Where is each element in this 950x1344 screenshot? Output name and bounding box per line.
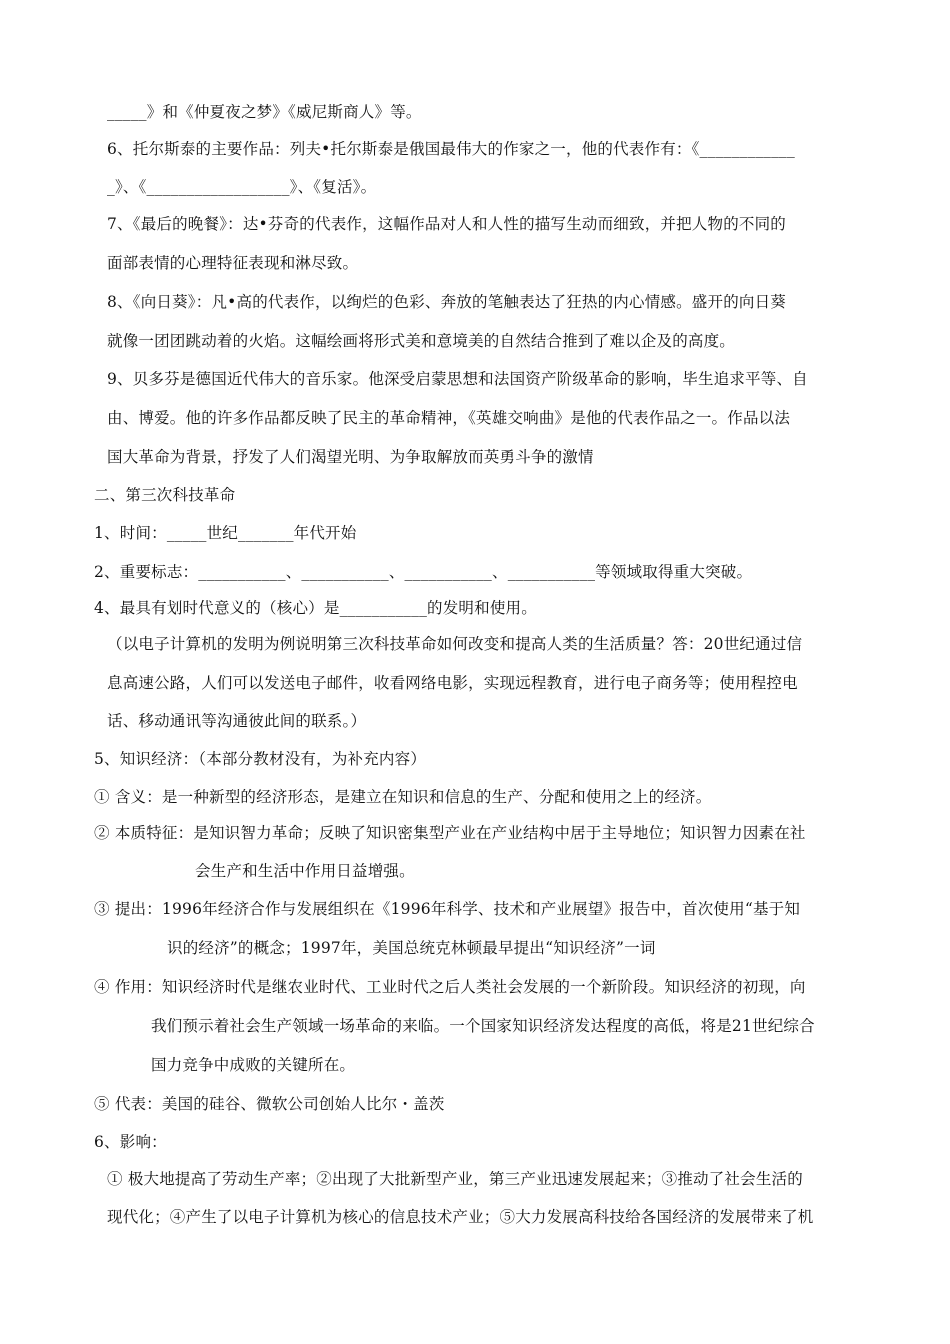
text-line: ② 本质特征：是知识智力革命；反映了知识密集型产业在产业结构中居于主导地位；知识智力因素在社 [94, 824, 806, 842]
text-line: 二、第三次科技革命 [94, 486, 236, 504]
text-line: _____》和《仲夏夜之梦》《威尼斯商人》等。 [107, 103, 422, 121]
text-line: ① 极大地提高了劳动生产率；②出现了大批新型产业，第三产业迅速发展起来；③推动了社会生活的 [107, 1170, 803, 1188]
text-line: 由、博爱。他的许多作品都反映了民主的革命精神，《英雄交响曲》是他的代表作品之一。作品以法 [107, 409, 791, 427]
text-line: _》、《__________________》、《复活》。 [107, 178, 377, 196]
text-line: 会生产和生活中作用日益增强。 [195, 862, 415, 880]
text-line: 面部表情的心理特征表现和淋尽致。 [107, 254, 359, 272]
text-line: 话、移动通讯等沟通彼此间的联系。） [107, 712, 367, 730]
text-line: 9、贝多芬是德国近代伟大的音乐家。他深受启蒙思想和法国资产阶级革命的影响，毕生追求平等、自 [107, 370, 808, 388]
text-line: 我们预示着社会生产领域一场革命的来临。一个国家知识经济发达程度的高低，将是21世纪综合 [151, 1017, 815, 1035]
text-line: 国大革命为背景，抒发了人们渴望光明、为争取解放而英勇斗争的激情 [107, 448, 594, 466]
text-line: （以电子计算机的发明为例说明第三次科技革命如何改变和提高人类的生活质量？答：20世纪通过信 [107, 635, 803, 653]
text-line: 2、重要标志：___________、___________、___________、___________等领域取得重大突破。 [94, 563, 753, 581]
text-line: 6、影响： [94, 1133, 167, 1151]
text-line: 就像一团团跳动着的火焰。这幅绘画将形式美和意境美的自然结合推到了难以企及的高度。 [107, 332, 736, 350]
text-line: 1、时间：_____世纪_______年代开始 [94, 524, 357, 542]
text-line: 7、《最后的晚餐》：达•芬奇的代表作，这幅作品对人和人性的描写生动而细致，并把人物的不同的 [107, 215, 787, 233]
text-line: 8、《向日葵》：凡•高的代表作，以绚烂的色彩、奔放的笔触表达了狂热的内心情感。盛开的向日葵 [107, 293, 787, 311]
text-line: 6、托尔斯泰的主要作品：列夫•托尔斯泰是俄国最伟大的作家之一，他的代表作有：《____________ [107, 140, 795, 158]
text-line: 国力竞争中成败的关键所在。 [151, 1056, 356, 1074]
text-line: 识的经济”的概念；1997年，美国总统克林顿最早提出“知识经济”一词 [167, 939, 656, 957]
text-line: 息高速公路，人们可以发送电子邮件，收看网络电影，实现远程教育，进行电子商务等；使用程控电 [107, 674, 798, 692]
text-line: 5、知识经济：（本部分教材没有，为补充内容） [94, 750, 427, 768]
text-line: 4、最具有划时代意义的（核心）是___________的发明和使用。 [94, 599, 537, 617]
text-line: ⑤ 代表：美国的硅谷、微软公司创始人比尔・盖茨 [94, 1095, 445, 1113]
text-line: ① 含义：是一种新型的经济形态，是建立在知识和信息的生产、分配和使用之上的经济。 [94, 788, 712, 806]
text-line: ③ 提出：1996年经济合作与发展组织在《1996年科学、技术和产业展望》报告中，首次使用“基于知 [94, 900, 801, 918]
text-line: ④ 作用：知识经济时代是继农业时代、工业时代之后人类社会发展的一个新阶段。知识经济的初现，向 [94, 978, 806, 996]
text-line: 现代化；④产生了以电子计算机为核心的信息技术产业；⑤大力发展高科技给各国经济的发展带来了机 [107, 1208, 814, 1226]
